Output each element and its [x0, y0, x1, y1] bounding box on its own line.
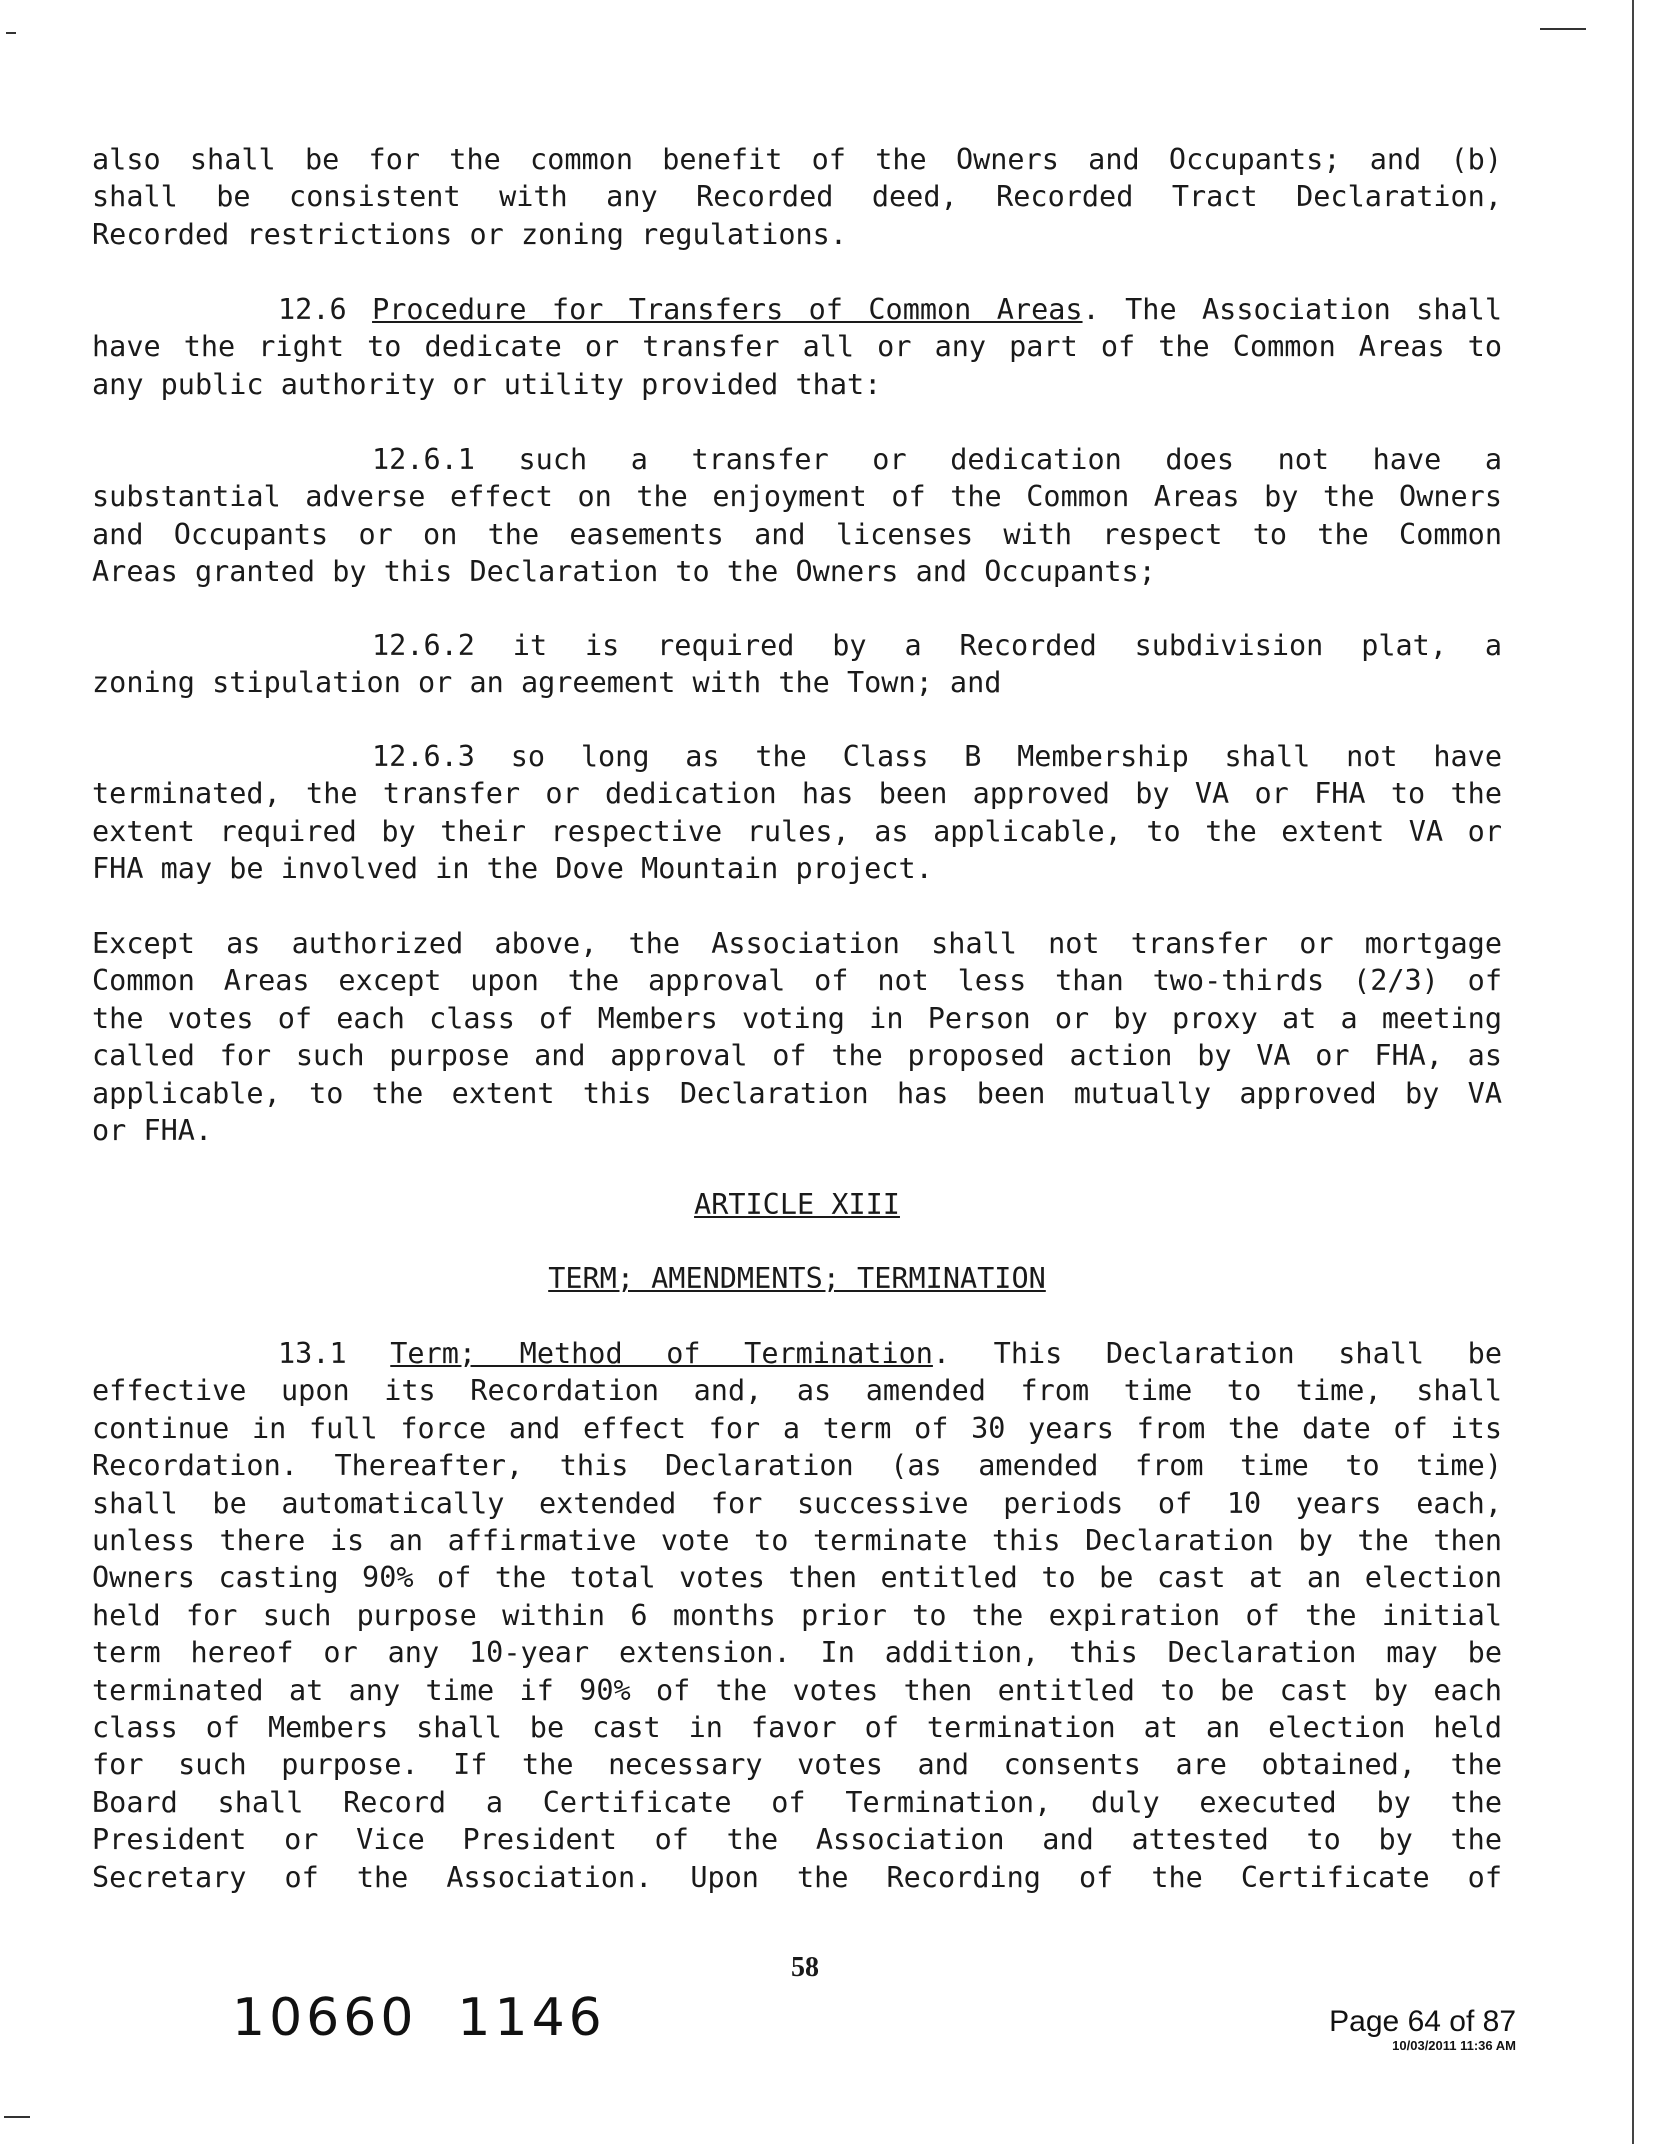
stamp-book-number: 10660 — [232, 1988, 418, 2048]
text-line: have the right to dedicate or transfer all or any part of the Common Areas to — [92, 330, 1502, 364]
section-number: 12.6 — [278, 293, 347, 326]
scan-mark-top-right — [1540, 28, 1586, 30]
article-heading-text: ARTICLE XIII — [694, 1188, 900, 1221]
section-heading-rest: . This Declaration shall be — [932, 1337, 1502, 1370]
text-line: any public authority or utility provided that: — [92, 367, 882, 401]
text-line: President or Vice President of the Association and attested to by the — [92, 1823, 1502, 1857]
scan-edge-line — [1632, 0, 1634, 2144]
text-line: substantial adverse effect on the enjoyment of the Common Areas by the Owners — [92, 480, 1502, 514]
text-line: Except as authorized above, the Association shall not transfer or mortgage — [92, 927, 1502, 960]
text-line: for such purpose. If the necessary votes and consents are obtained, the — [92, 1748, 1502, 1782]
text-line: 12.6.2 it is required by a Recorded subdivision plat, a — [372, 629, 1502, 662]
section-12-6-1 — [92, 441, 1502, 591]
section-12-6-3 — [92, 738, 1502, 888]
text-line: Common Areas except upon the approval of not less than two-thirds (2/3) of — [92, 964, 1502, 998]
page-number: 58 — [791, 1952, 819, 1983]
section-13-1 — [92, 1335, 1502, 1896]
text-line: called for such purpose and approval of the proposed action by VA or FHA, as — [92, 1039, 1502, 1073]
text-line: 12.6.1 such a transfer or dedication does not have a — [372, 443, 1502, 476]
text-line: class of Members shall be cast in favor of termination at an election held — [92, 1711, 1502, 1745]
article-subheading-text: TERM; AMENDMENTS; TERMINATION — [548, 1262, 1046, 1295]
text-line: extent required by their respective rules, as applicable, to the extent VA or — [92, 814, 1502, 848]
text-line: shall be consistent with any Recorded deed, Recorded Tract Declaration, — [92, 180, 1502, 214]
text-line: zoning stipulation or an agreement with the Town; and — [92, 666, 1002, 700]
section-12-6 — [92, 291, 1502, 403]
text-line: held for such purpose within 6 months prior to the expiration of the initial — [92, 1598, 1502, 1632]
section-heading-rest: . The Association shall — [1082, 293, 1502, 326]
recording-stamp — [232, 1988, 646, 2048]
text-line: or FHA. — [92, 1114, 213, 1148]
section-number: 13.1 — [278, 1337, 347, 1370]
paragraph-continuation — [92, 141, 1502, 253]
text-line: Recordation. Thereafter, this Declaration (as amended from time to time) — [92, 1449, 1502, 1483]
text-line: unless there is an affirmative vote to terminate this Declaration by the then — [92, 1524, 1502, 1558]
section-12-6-2 — [92, 627, 1502, 702]
text-line: continue in full force and effect for a term of 30 years from the date of its — [92, 1411, 1502, 1445]
text-line: and Occupants or on the easements and licenses with respect to the Common — [92, 517, 1502, 551]
stamp-page-number: 1146 — [457, 1988, 606, 2048]
page-counter — [1329, 2006, 1516, 2054]
text-line: effective upon its Recordation and, as amended from time to time, shall — [92, 1374, 1502, 1408]
text-line: Owners casting 90% of the total votes then entitled to be cast at an election — [92, 1561, 1502, 1595]
article-subheading — [92, 1260, 1502, 1297]
section-heading-line — [92, 291, 1502, 328]
paragraph-except — [92, 925, 1502, 1149]
scan-mark-bottom-left — [4, 2116, 30, 2118]
text-line: FHA may be involved in the Dove Mountain project. — [92, 852, 933, 886]
page-of-label: Page 64 of 87 — [1329, 2005, 1516, 2038]
text-line: also shall be for the common benefit of the Owners and Occupants; and (b) — [92, 143, 1502, 176]
article-heading — [92, 1186, 1502, 1223]
scan-mark-top-left — [6, 32, 16, 34]
section-title: Term; Method of Termination — [390, 1337, 933, 1370]
text-line: Board shall Record a Certificate of Termination, duly executed by the — [92, 1785, 1502, 1819]
text-line: shall be automatically extended for successive periods of 10 years each, — [92, 1486, 1502, 1520]
section-heading-line — [92, 1335, 1502, 1372]
text-line: the votes of each class of Members voting in Person or by proxy at a meeting — [92, 1001, 1502, 1035]
text-line: Secretary of the Association. Upon the Recording of the Certificate of — [92, 1860, 1502, 1894]
text-line: terminated, the transfer or dedication has been approved by VA or FHA to the — [92, 777, 1502, 811]
text-line: term hereof or any 10-year extension. In addition, this Declaration may be — [92, 1636, 1502, 1670]
text-line: applicable, to the extent this Declaration has been mutually approved by VA — [92, 1076, 1502, 1110]
text-line: terminated at any time if 90% of the votes then entitled to be cast by each — [92, 1673, 1502, 1707]
section-title: Procedure for Transfers of Common Areas — [372, 293, 1083, 326]
text-line: 12.6.3 so long as the Class B Membership shall not have — [372, 740, 1502, 773]
text-line: Recorded restrictions or zoning regulations. — [92, 217, 847, 251]
page-timestamp: 10/03/2011 11:36 AM — [1392, 2038, 1516, 2053]
text-line: Areas granted by this Declaration to the Owners and Occupants; — [92, 555, 1156, 589]
